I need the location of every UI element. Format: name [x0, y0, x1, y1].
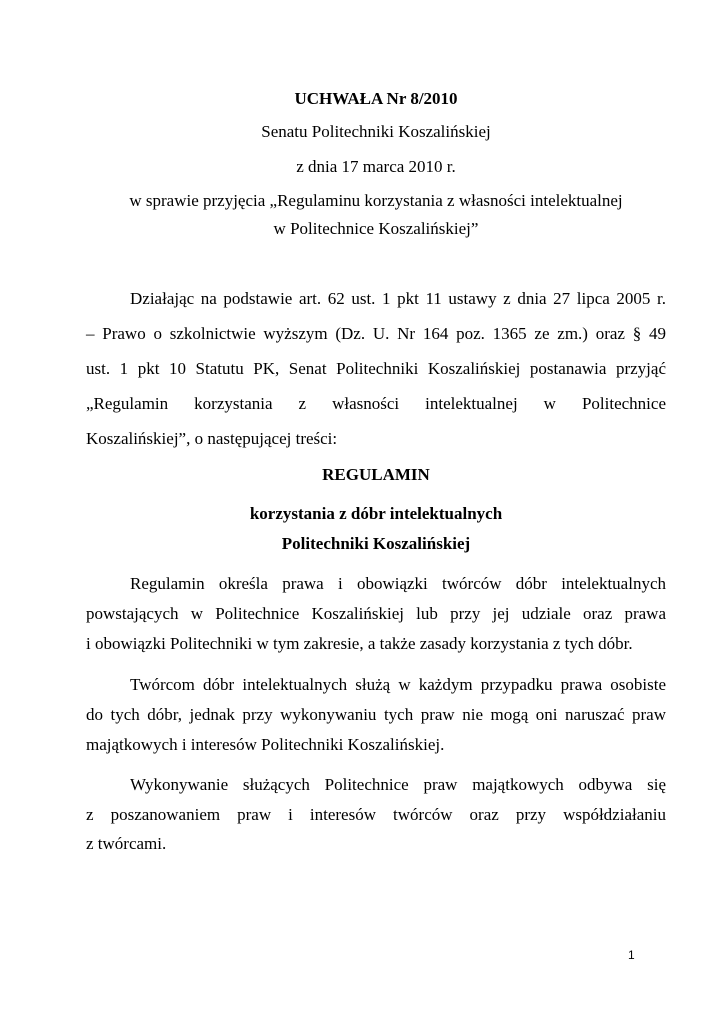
- regulation-subtitle-line-1: korzystania z dóbr intelektualnych: [249, 504, 503, 523]
- paragraph-line: z poszanowaniem praw i interesów twórców oraz przy współdziałaniu: [86, 805, 666, 824]
- resolution-title: UCHWAŁA Nr 8/2010: [294, 89, 458, 108]
- preamble-line: Koszalińskiej”, o następującej treści:: [86, 429, 338, 448]
- paragraph-line: Regulamin określa prawa i obowiązki twórców dóbr intelektualnych: [130, 574, 666, 593]
- paragraph-line: powstających w Politechnice Koszalińskiej lub przy jej udziale oraz prawa: [86, 604, 666, 623]
- paragraph-line: z twórcami.: [86, 834, 167, 853]
- preamble-line: ust. 1 pkt 10 Statutu PK, Senat Politechniki Koszalińskiej postanawia przyjąć: [86, 359, 666, 378]
- preamble-line: Działając na podstawie art. 62 ust. 1 pkt 11 ustawy z dnia 27 lipca 2005 r.: [130, 289, 666, 308]
- page-number: 1: [628, 948, 635, 962]
- regulation-subtitle-line-2: Politechniki Koszalińskiej: [281, 534, 471, 553]
- resolution-subject-line-2: w Politechnice Koszalińskiej”: [273, 219, 479, 238]
- issuing-body: Senatu Politechniki Koszalińskiej: [261, 122, 491, 141]
- preamble-line: „Regulamin korzystania z własności intelektualnej w Politechnice: [86, 394, 666, 413]
- resolution-date: z dnia 17 marca 2010 r.: [296, 157, 456, 176]
- paragraph-line: majątkowych i interesów Politechniki Koszalińskiej.: [86, 735, 445, 754]
- paragraph-line: i obowiązki Politechniki w tym zakresie, a także zasady korzystania z tych dóbr.: [86, 634, 633, 653]
- paragraph-line: Wykonywanie służących Politechnice praw majątkowych odbywa się: [130, 775, 666, 794]
- regulation-title: REGULAMIN: [322, 465, 430, 484]
- paragraph-line: do tych dóbr, jednak przy wykonywaniu tych praw nie mogą oni naruszać praw: [86, 705, 666, 724]
- preamble-line: – Prawo o szkolnictwie wyższym (Dz. U. Nr 164 poz. 1365 ze zm.) oraz § 49: [86, 324, 666, 343]
- paragraph-line: Twórcom dóbr intelektualnych służą w każdym przypadku prawa osobiste: [130, 675, 666, 694]
- resolution-subject-line-1: w sprawie przyjęcia „Regulaminu korzystania z własności intelektualnej: [129, 191, 623, 210]
